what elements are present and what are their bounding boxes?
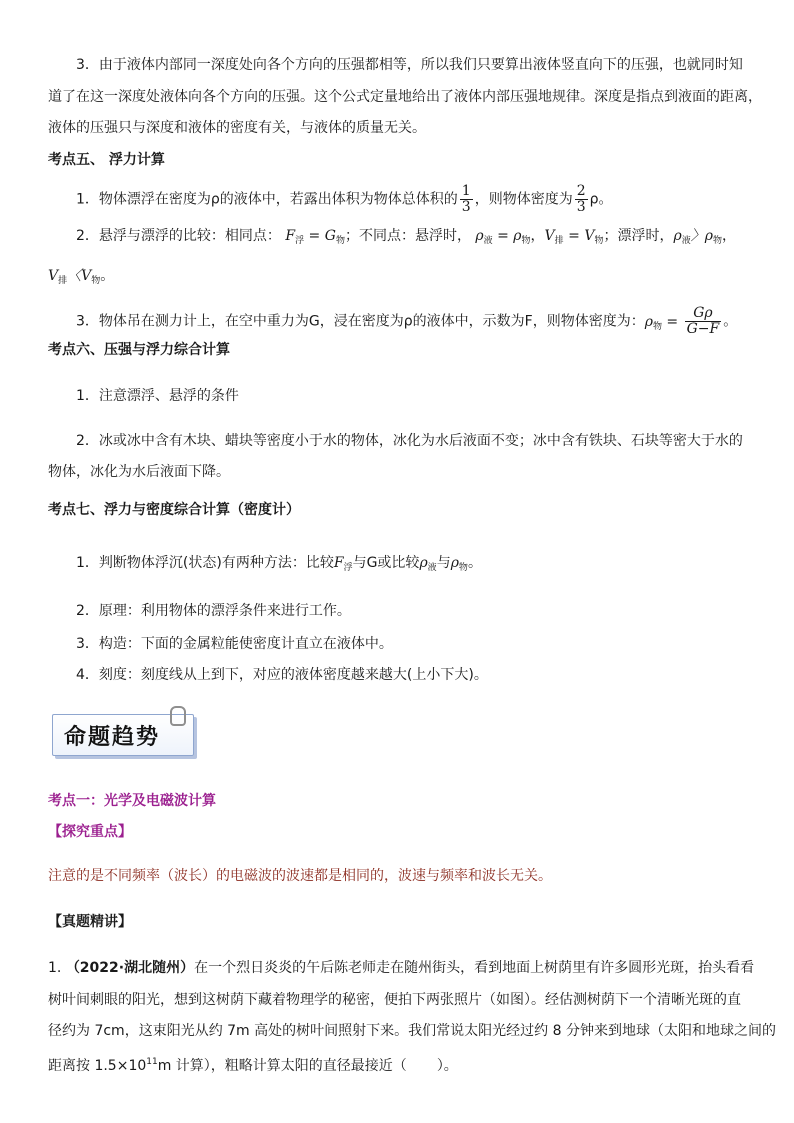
item-text: ；不同点：悬浮时，	[344, 228, 471, 244]
formula-density-equal: $\rho_液 = \rho_物$	[475, 228, 531, 246]
fraction-denominator: 3	[461, 199, 471, 215]
paragraph-3-line-3: 液体的压强只与深度和液体的密度有关，与液体的质量无关。	[48, 120, 426, 136]
formula-object-density: $\rho_物$ =	[644, 313, 683, 332]
trend-banner	[48, 706, 194, 758]
fraction-denominator: 3	[576, 199, 586, 215]
question-1-line-3: 径约为 7cm，这束阳光从约 7m 高处的树叶间照射下来。我们常说太阳光经过约 8 分钟来到地球（太阳和地球之间的	[48, 1023, 776, 1039]
fraction-one-third	[460, 184, 473, 215]
question-1-line-4	[48, 1052, 458, 1076]
question-text: m 计算），粗略计算太阳的直径最接近（	[157, 1058, 407, 1074]
section-7-item-1	[76, 553, 482, 578]
focus-label: 【探究重点】	[48, 824, 132, 840]
fraction-two-thirds	[575, 184, 588, 215]
section-5-item-1	[76, 184, 613, 215]
item-text: 3．物体吊在测力计上，在空中重力为G，浸在密度为ρ的液体中，示数为F，则物体密度为：	[76, 313, 645, 330]
item-text: ；漂浮时，	[603, 228, 674, 244]
fraction-g-rho-over-g-minus-f: $\frac{G\rho}{G-F}$	[686, 305, 720, 337]
question-1-line-2: 树叶间刺眼的阳光，想到这树荫下藏着物理学的秘密，便拍下两张照片（如图）。经估测树荫下一个清晰光斑的直	[48, 992, 741, 1008]
item-text: 与	[436, 555, 451, 571]
section-5-item-3	[76, 306, 737, 337]
section-7-heading: 考点七、浮力与密度综合计算（密度计）	[48, 502, 300, 518]
section-6-item-2-line-2: 物体，冰化为水后液面下降。	[48, 464, 230, 480]
item-text: ，	[721, 228, 736, 244]
formula-buoyancy: $F_浮$	[333, 555, 353, 573]
question-source-tag: （2022·湖北随州）	[65, 960, 195, 976]
exponent: 11	[146, 1057, 158, 1067]
item-text: 与G或比较	[352, 555, 420, 571]
section-7-item-4: 4．刻度：刻度线从上到下，对应的液体密度越来越大(上小下大)。	[76, 667, 488, 683]
paragraph-3-line-1: 3．由于液体内部同一深度处向各个方向的压强都相等，所以我们只要算出液体竖直向下的压强，也就同时知	[76, 57, 743, 73]
paperclip-icon	[170, 706, 186, 726]
formula-volume-less: $V_排$〈$V_物$	[48, 268, 101, 286]
item-text: ρ。	[589, 191, 613, 208]
question-number: 1.	[48, 960, 62, 976]
formula-liquid-density: $\rho_液$	[419, 555, 437, 573]
banner-title: 命题趋势	[64, 724, 161, 750]
section-6-item-1: 1．注意漂浮、悬浮的条件	[76, 388, 239, 404]
paragraph-3-line-2: 道了在这一深度处液体向各个方向的压强。这个公式定量地给出了液体内部压强地规律。深度是指点到液面的距离，	[48, 89, 762, 105]
item-text: 1．判断物体浮沉(状态)有两种方法：比较	[76, 555, 334, 571]
item-text: 2．悬浮与漂浮的比较：相同点：	[76, 228, 281, 244]
section-6-heading: 考点六、压强与浮力综合计算	[48, 342, 230, 358]
formula-volume-equal: $V_排 = V_物$	[544, 228, 604, 246]
section-7-item-2: 2．原理：利用物体的漂浮条件来进行工作。	[76, 603, 351, 619]
fraction-numerator: 1	[461, 183, 471, 199]
section-7-item-3: 3．构造：下面的金属粒能使密度计直立在液体中。	[76, 636, 393, 652]
fraction-numerator: 2	[576, 183, 586, 199]
question-1-line-1	[48, 958, 754, 978]
formula-object-density: $\rho_物$	[450, 555, 468, 573]
section-6-item-2-line-1: 2．冰或冰中含有木块、蜡块等密度小于水的物体，冰化为水后液面不变；冰中含有铁块、石块等密大于水的	[76, 433, 743, 449]
item-text: 。	[100, 268, 115, 284]
section-5-item-2	[76, 226, 736, 251]
section-5-item-2-continued	[48, 266, 114, 291]
trend-point-title: 考点一：光学及电磁波计算	[48, 793, 216, 809]
formula-density-greater: $\rho_液$〉$\rho_物$	[673, 228, 722, 246]
item-text: ，则物体密度为	[474, 191, 573, 208]
question-text: 在一个烈日炎炎的午后陈老师走在随州街头，看到地面上树荫里有许多圆形光斑，抬头看看	[194, 960, 755, 976]
item-text: 。	[723, 313, 738, 330]
item-text: ，	[530, 228, 545, 244]
formula-buoyancy-equals-weight: $F_浮 = G_物$	[285, 228, 345, 246]
question-text: 距离按 1.5×10	[48, 1058, 147, 1074]
focus-text: 注意的是不同频率（波长）的电磁波的波速都是相同的，波速与频率和波长无关。	[48, 868, 552, 884]
exam-label: 【真题精讲】	[48, 914, 132, 930]
question-text: ）。	[436, 1058, 458, 1074]
item-text: 1．物体漂浮在密度为ρ的液体中，若露出体积为物体总体积的	[76, 191, 458, 208]
item-text: 。	[467, 555, 482, 571]
section-5-heading: 考点五、 浮力计算	[48, 152, 165, 168]
